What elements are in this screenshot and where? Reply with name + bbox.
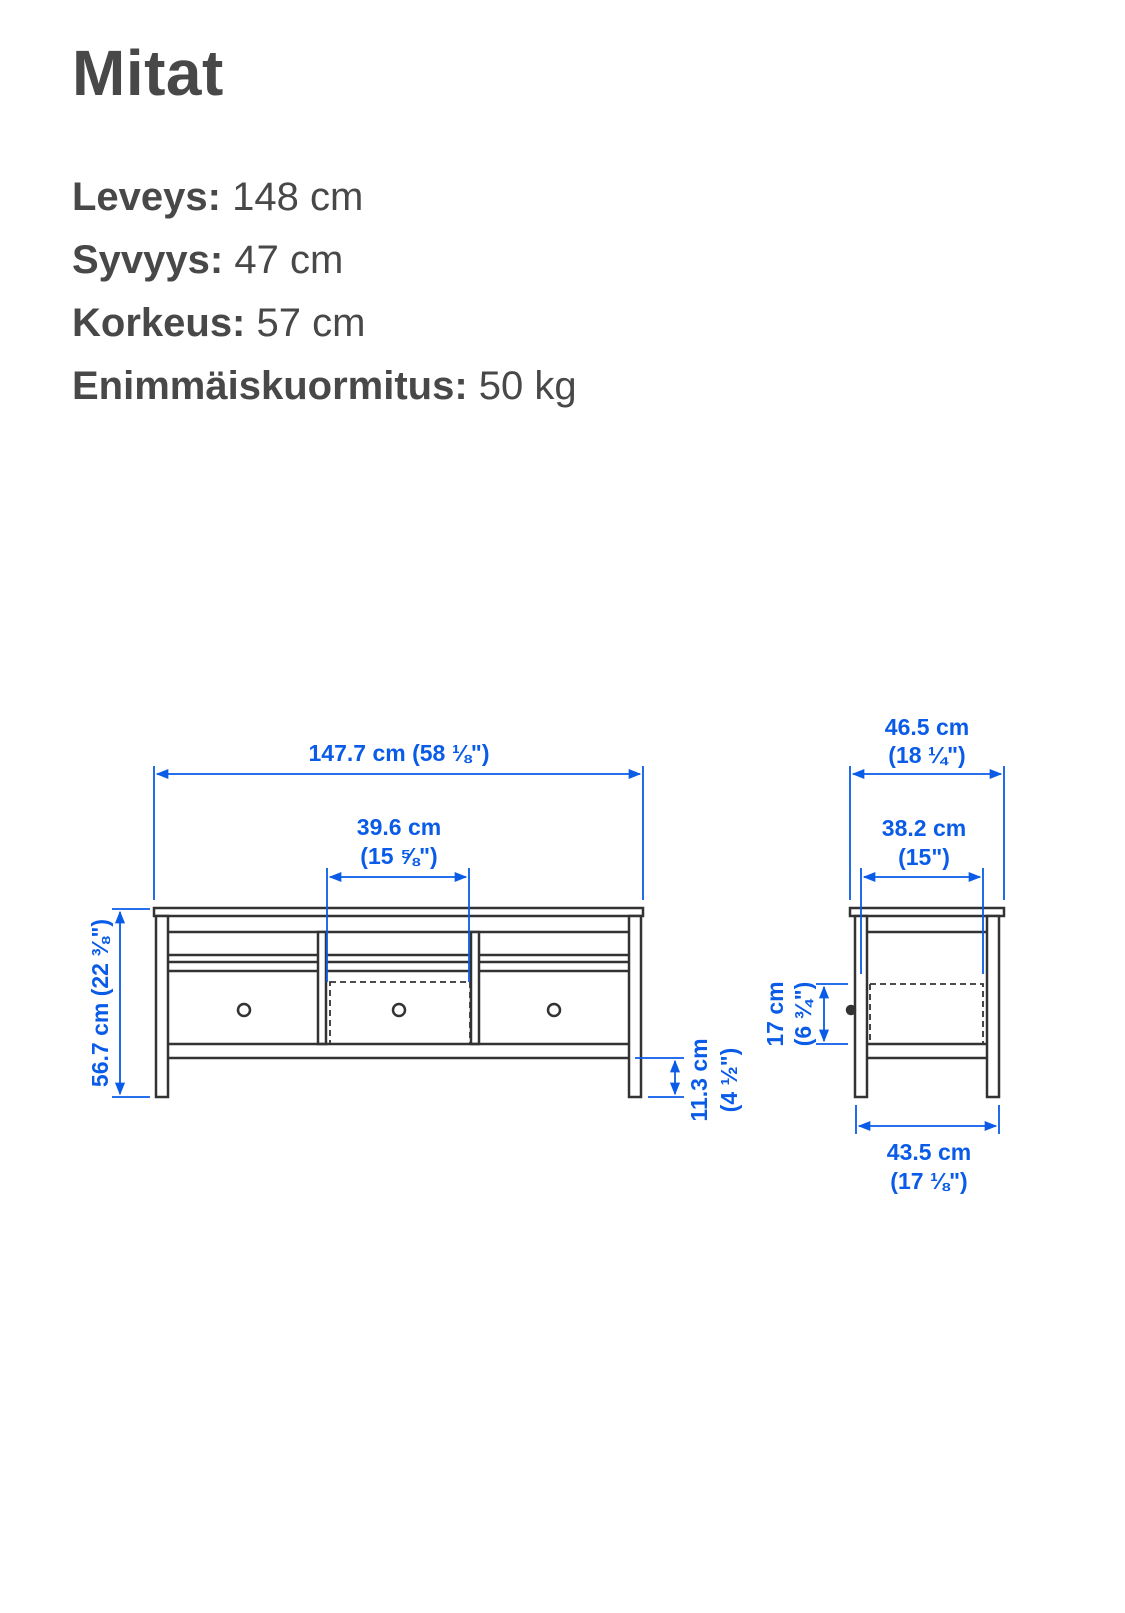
spec-depth-label: Syvyys: bbox=[72, 238, 224, 282]
front-width-label: 147.7 cm (58 ⅛") bbox=[308, 740, 490, 766]
clearance-cm-label: 11.3 cm bbox=[686, 1038, 712, 1122]
front-height-label: 56.7 cm (22 ⅜") bbox=[87, 918, 113, 1088]
dimension-drawing bbox=[0, 700, 1125, 1320]
side-depth-cm-label: 46.5 cm bbox=[884, 714, 970, 740]
page-title: Mitat bbox=[72, 37, 224, 109]
spec-height bbox=[72, 292, 577, 355]
drawer-width-in-label: (15 ⅝") bbox=[360, 843, 438, 869]
spec-width bbox=[72, 166, 577, 229]
spec-max-load-label: Enimmäiskuormitus: bbox=[72, 364, 468, 408]
spec-max-load-value: 50 kg bbox=[478, 364, 577, 408]
spec-width-value: 148 cm bbox=[232, 175, 364, 219]
base-depth-cm-label: 43.5 cm bbox=[886, 1139, 972, 1165]
clearance-in-label: (4 ½") bbox=[716, 1047, 742, 1113]
spec-max-load bbox=[72, 355, 577, 418]
spec-depth-value: 47 cm bbox=[234, 238, 344, 282]
spec-depth bbox=[72, 229, 577, 292]
dimension-specs bbox=[72, 166, 577, 418]
inner-depth-in-label: (15") bbox=[898, 844, 950, 870]
spec-height-value: 57 cm bbox=[256, 301, 366, 345]
inner-depth-cm-label: 38.2 cm bbox=[881, 815, 967, 841]
drawer-height-in-label: (6 ¾") bbox=[790, 981, 816, 1047]
side-depth-in-label: (18 ¼") bbox=[888, 742, 966, 768]
base-depth-in-label: (17 ⅛") bbox=[890, 1168, 968, 1194]
side-view-furniture bbox=[847, 908, 1004, 1097]
front-view-furniture bbox=[154, 908, 643, 1097]
drawer-width-cm-label: 39.6 cm bbox=[356, 814, 442, 840]
spec-width-label: Leveys: bbox=[72, 175, 221, 219]
drawer-height-cm-label: 17 cm bbox=[762, 981, 788, 1047]
spec-height-label: Korkeus: bbox=[72, 301, 246, 345]
